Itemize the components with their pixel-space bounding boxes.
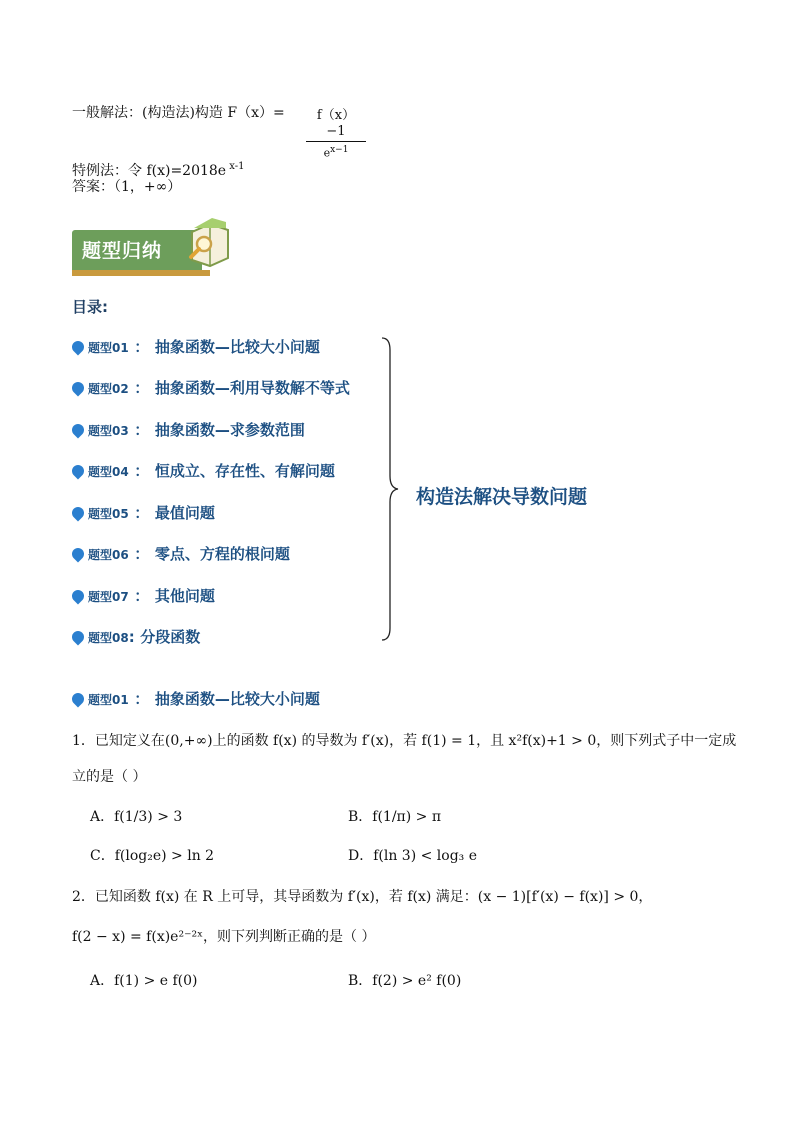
q1-stem-line2: 立的是（ ） bbox=[72, 769, 147, 785]
toc-item-tag: 题型07 bbox=[88, 590, 129, 604]
toc-item-label: 分段函数 bbox=[140, 628, 201, 646]
toc-item[interactable]: 题型04 ： 恒成立、存在性、有解问题 bbox=[72, 460, 335, 481]
location-pin-icon bbox=[70, 546, 87, 563]
special-method-text: 特例法：令 f(x)=2018e bbox=[72, 163, 227, 179]
toc-item-tag: 题型06 bbox=[88, 548, 129, 562]
curly-brace-icon bbox=[380, 336, 400, 642]
banner-underline bbox=[72, 270, 210, 276]
section-heading: 题型01 ： 抽象函数—比较大小问题 bbox=[72, 688, 320, 709]
location-pin-icon bbox=[70, 588, 87, 605]
toc-item-tag: 题型05 bbox=[88, 507, 129, 521]
toc-item[interactable]: 题型06 ： 零点、方程的根问题 bbox=[72, 543, 290, 564]
toc-item[interactable]: 题型02 ： 抽象函数—利用导数解不等式 bbox=[72, 377, 350, 398]
q2-stem-line1: 2．已知函数 f(x) 在 R 上可导，其导函数为 f′(x)，若 f(x) 满足：(x − 1)[f′(x) − f(x)] > 0， bbox=[72, 889, 653, 905]
toc-item-label: 恒成立、存在性、有解问题 bbox=[154, 462, 335, 480]
q1-option-c[interactable]: C．f(log₂e) > ln 2 bbox=[90, 848, 215, 864]
toc-item-tag: 题型08 bbox=[88, 631, 129, 645]
q1-stem-line1: 1．已知定义在(0,+∞)上的函数 f(x) 的导数为 f′(x)，若 f(1) = 1，且 x²f(x)+1 > 0，则下列式子中一定成 bbox=[72, 733, 737, 749]
toc-item-label: 其他问题 bbox=[154, 587, 215, 605]
q1-option-d[interactable]: D．f(ln 3) < log₃ e bbox=[348, 848, 478, 864]
general-method-line bbox=[72, 104, 285, 122]
special-method-line bbox=[72, 158, 245, 180]
q1-option-b[interactable]: B．f(1/π) > π bbox=[348, 809, 442, 825]
location-pin-icon bbox=[70, 463, 87, 480]
location-pin-icon bbox=[70, 339, 87, 356]
fraction-denominator: $e^{x-1}$ bbox=[323, 145, 349, 160]
toc-item-label: 抽象函数—利用导数解不等式 bbox=[154, 379, 350, 397]
book-magnifier-icon bbox=[188, 210, 232, 270]
toc-title: 目录: bbox=[72, 298, 108, 316]
q2-option-b[interactable]: B．f(2) > e² f(0) bbox=[348, 973, 462, 989]
toc-item-tag: 题型01 bbox=[88, 341, 129, 355]
toc-item-label: 抽象函数—求参数范围 bbox=[154, 421, 305, 439]
general-method-text: 一般解法：(构造法)构造 F（x）= bbox=[72, 105, 285, 121]
toc-item-label: 抽象函数—比较大小问题 bbox=[154, 338, 320, 356]
toc-item[interactable]: 题型03 ： 抽象函数—求参数范围 bbox=[72, 419, 305, 440]
q2-option-a[interactable]: A．f(1) > e f(0) bbox=[90, 973, 198, 989]
location-pin-icon bbox=[70, 691, 87, 708]
q2-stem-line2: f(2 − x) = f(x)e²⁻²ˣ，则下列判断正确的是（ ） bbox=[72, 929, 376, 945]
location-pin-icon bbox=[70, 629, 87, 646]
q1-option-a[interactable]: A．f(1/3) > 3 bbox=[90, 809, 183, 825]
toc-item-tag: 题型02 bbox=[88, 382, 129, 396]
banner-label: 题型归纳 bbox=[82, 240, 163, 262]
section-label: 抽象函数—比较大小问题 bbox=[154, 690, 320, 708]
section-tag: 题型01 bbox=[88, 693, 129, 707]
section-banner bbox=[70, 210, 230, 272]
toc-item-tag: 题型03 bbox=[88, 424, 129, 438]
toc-item-label: 最值问题 bbox=[154, 504, 215, 522]
toc-item[interactable]: 题型05 ： 最值问题 bbox=[72, 502, 215, 523]
location-pin-icon bbox=[70, 380, 87, 397]
toc-item[interactable]: 题型08: 分段函数 bbox=[72, 626, 200, 647]
toc-item[interactable]: 题型07 ： 其他问题 bbox=[72, 585, 215, 606]
location-pin-icon bbox=[70, 422, 87, 439]
toc-item-label: 零点、方程的根问题 bbox=[154, 545, 290, 563]
special-method-exponent: x-1 bbox=[226, 161, 245, 172]
toc-item[interactable]: 题型01 ： 抽象函数—比较大小问题 bbox=[72, 336, 320, 357]
fraction-numerator: f（x）−1 bbox=[306, 108, 366, 142]
fraction bbox=[306, 108, 366, 162]
location-pin-icon bbox=[70, 505, 87, 522]
toc-item-tag: 题型04 bbox=[88, 465, 129, 479]
answer-line: 答案：（1，+∞） bbox=[72, 179, 182, 195]
toc-summary-title: 构造法解决导数问题 bbox=[416, 486, 588, 508]
